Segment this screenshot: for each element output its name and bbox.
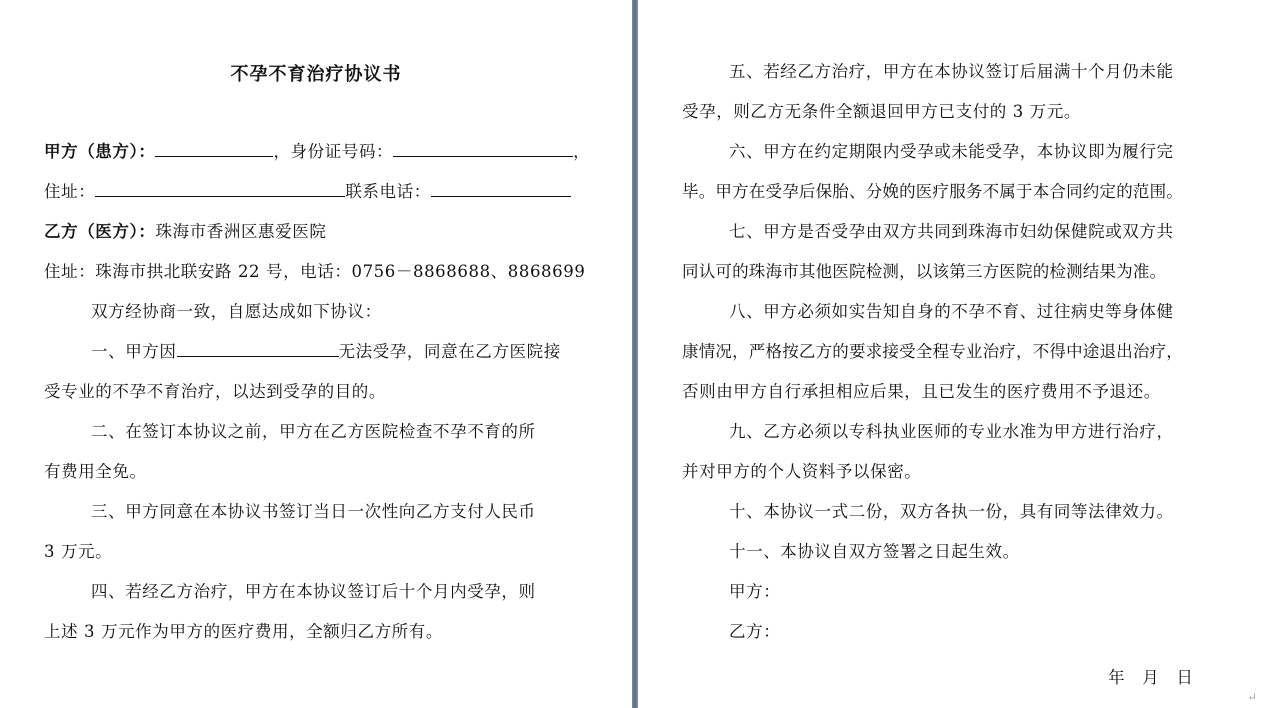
clause-1-start: 一、甲方因	[91, 342, 177, 361]
party-b-address: 住址：珠海市拱北联安路 22 号，电话：0756－8868688、8868699	[44, 262, 586, 281]
clause-8-line-1: 八、甲方必须如实告知自身的不孕不育、过往病史等身体健	[729, 302, 1174, 321]
clause-3-line-1: 三、甲方同意在本协议书签订当日一次性向乙方支付人民币	[91, 502, 536, 521]
clause-5-line-2: 受孕，则乙方无条件全额退回甲方已支付的 3 万元。	[682, 102, 1081, 121]
clause-8-line-2: 康情况，严格按乙方的要求接受全程专业治疗，不得中途退出治疗，	[682, 342, 1183, 361]
date-line: 年 月 日	[1108, 668, 1194, 687]
signature-party-b: 乙方：	[729, 622, 781, 641]
clause-1-line-1	[91, 342, 561, 362]
party-a-label: 甲方（患方）：	[44, 142, 156, 161]
clause-10: 十、本协议一式二份，双方各执一份，具有同等法律效力。	[729, 502, 1174, 521]
party-b-label: 乙方（医方）：	[44, 222, 156, 241]
id-number-blank	[393, 142, 573, 157]
left-page	[0, 0, 632, 708]
clause-9-line-1: 九、乙方必须以专科执业医师的专业水准为甲方进行治疗，	[729, 422, 1174, 441]
intro-text: 双方经协商一致，自愿达成如下协议：	[91, 302, 382, 321]
clause-1-rest: 无法受孕，同意在乙方医院接	[338, 342, 561, 361]
clause-9-line-2: 并对甲方的个人资料予以保密。	[682, 462, 922, 481]
clause-11: 十一、本协议自双方签署之日起生效。	[729, 542, 1020, 561]
party-a-line	[44, 142, 590, 162]
trailing-comma: ，	[573, 142, 591, 161]
cause-blank	[177, 342, 339, 357]
clause-6-line-2: 毕。甲方在受孕后保胎、分娩的医疗服务不属于本合同约定的范围。	[682, 182, 1183, 201]
phone-label: 联系电话：	[345, 182, 431, 201]
phone-blank	[431, 182, 571, 197]
clause-7-line-2: 同认可的珠海市其他医院检测，以该第三方医院的检测结果为准。	[682, 262, 1167, 281]
address-phone-line	[44, 182, 571, 202]
clause-6-line-1: 六、甲方在约定期限内受孕或未能受孕，本协议即为履行完	[729, 142, 1174, 161]
clause-3-line-2: 3 万元。	[44, 542, 113, 561]
clause-7-line-1: 七、甲方是否受孕由双方共同到珠海市妇幼保健院或双方共	[729, 222, 1174, 241]
right-page	[638, 0, 1267, 708]
paragraph-mark-icon: ↵	[1246, 690, 1257, 704]
clause-5-line-1: 五、若经乙方治疗，甲方在本协议签订后届满十个月仍未能	[729, 62, 1174, 81]
clause-8-line-3: 否则由甲方自行承担相应后果，且已发生的医疗费用不予退还。	[682, 382, 1161, 401]
clause-4-line-2: 上述 3 万元作为甲方的医疗费用，全额归乙方所有。	[44, 622, 443, 641]
clause-2-line-1: 二、在签订本协议之前，甲方在乙方医院检查不孕不育的所	[91, 422, 536, 441]
party-b-name: 珠海市香洲区惠爱医院	[155, 222, 327, 241]
address-label: 住址：	[44, 182, 96, 201]
id-number-label: ，身份证号码：	[273, 142, 394, 161]
clause-1-line-2: 受专业的不孕不育治疗，以达到受孕的目的。	[44, 382, 386, 401]
patient-name-blank	[155, 142, 273, 157]
party-b-line	[44, 222, 326, 242]
signature-party-a: 甲方：	[729, 582, 781, 601]
clause-4-line-1: 四、若经乙方治疗，甲方在本协议签订后十个月内受孕，则	[91, 582, 536, 601]
clause-2-line-2: 有费用全免。	[44, 462, 147, 481]
address-blank	[95, 182, 345, 197]
document-title: 不孕不育治疗协议书	[230, 64, 402, 85]
